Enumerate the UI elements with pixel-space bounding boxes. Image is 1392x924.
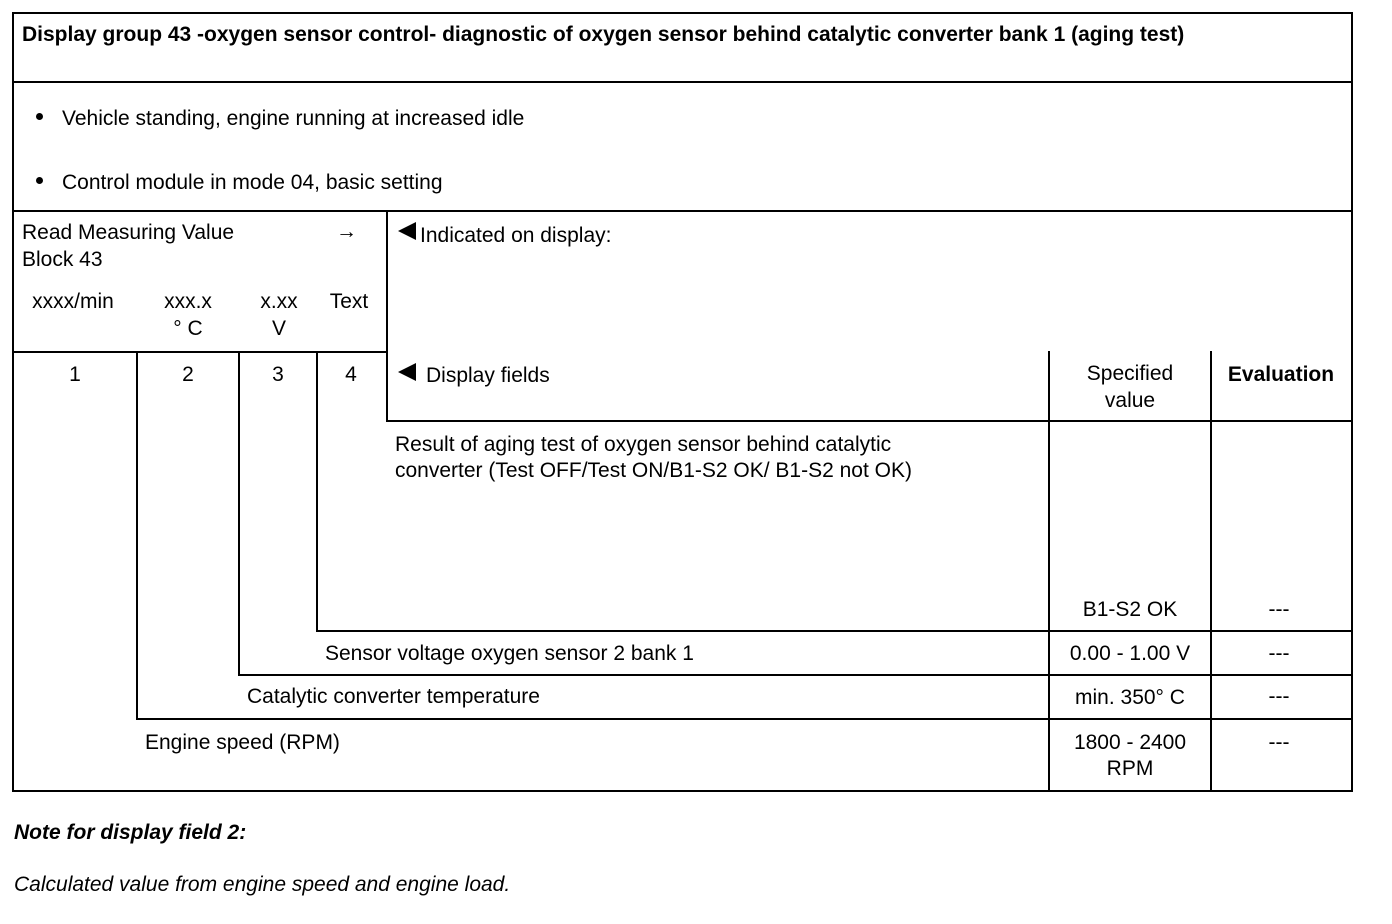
row-eval-field-2: --- [1268,685,1290,708]
pointer-triangle-icon [398,363,416,381]
note-heading: Note for display field 2: [14,821,247,844]
pointer-triangle-icon [398,222,416,240]
read-block-number: Block 43 [22,248,103,271]
row-spec-field-3: 0.00 - 1.00 V [1069,642,1191,665]
bullet-icon [36,113,43,120]
right-arrow-icon: → [336,220,357,243]
row-desc-field-4: Result of aging test of oxygen sensor behind catalytic [395,433,892,456]
condition-item: Vehicle standing, engine running at increased idle [62,107,525,130]
row-spec-field-4: B1-S2 OK [1082,598,1178,621]
unit-field-1: xxxx/min [32,290,114,313]
row-desc-field-2: Catalytic converter temperature [247,685,540,708]
read-block-label: Read Measuring Value [22,221,235,244]
unit-field-3: x.xx [260,290,298,313]
note-text: Calculated value from engine speed and engine load. [14,873,511,896]
field-number-2: 2 [182,363,194,386]
unit-field-2: xxx.x [164,290,212,313]
specified-value-header: Specified [1086,362,1174,385]
row-eval-field-1: --- [1268,731,1290,754]
row-spec-field-2: min. 350° C [1075,686,1185,709]
row-desc-field-4-line2: converter (Test OFF/Test ON/B1-S2 OK/ B1-S2 not OK) [395,459,912,482]
field-number-1: 1 [69,363,81,386]
unit-field-2-sub: ° C [173,317,203,340]
specified-value-header-2: value [1104,389,1156,412]
field-number-3: 3 [272,363,284,386]
field-number-4: 4 [345,363,357,386]
evaluation-header: Evaluation [1227,363,1335,386]
row-eval-field-4: --- [1268,598,1290,621]
row-desc-field-3: Sensor voltage oxygen sensor 2 bank 1 [325,642,694,665]
bullet-icon [36,177,43,184]
display-fields-header: Display fields [426,364,550,387]
page-title: Display group 43 -oxygen sensor control- diagnostic of oxygen sensor behind catalytic converter bank 1 (aging test) [22,23,1185,46]
condition-item: Control module in mode 04, basic setting [62,171,443,194]
indicated-label: Indicated on display: [420,224,612,247]
row-spec-field-1-line2: RPM [1106,757,1154,780]
row-eval-field-3: --- [1268,642,1290,665]
row-spec-field-1: 1800 - 2400 [1073,731,1187,754]
row-desc-field-1: Engine speed (RPM) [145,731,340,754]
unit-field-3-sub: V [271,317,286,340]
unit-field-4: Text [329,290,369,313]
